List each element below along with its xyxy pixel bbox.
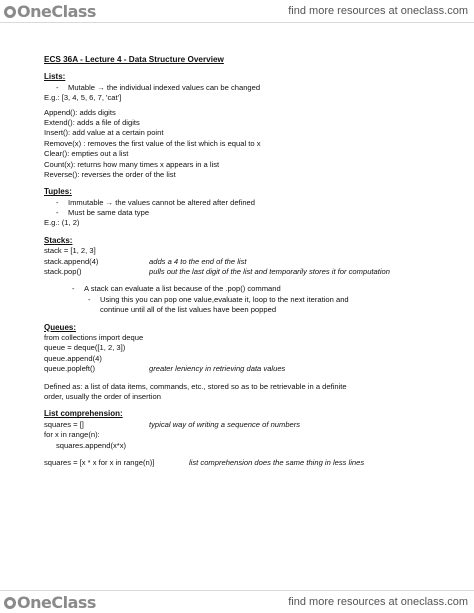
code-line: for x in range(n): bbox=[44, 430, 100, 440]
list-method: Reverse(): reverses the order of the list bbox=[44, 169, 176, 179]
list-method: Append(): adds digits bbox=[44, 107, 116, 117]
code-line: queue.popleft() greater leniency in retrieving data values bbox=[44, 364, 286, 374]
queue-definition: Defined as: a list of data items, commands, etc., stored so as to be retrievable in a definite bbox=[44, 381, 347, 391]
bottom-tagline[interactable]: find more resources at oneclass.com bbox=[288, 596, 468, 608]
lists-example: E.g.: [3, 4, 5, 6, 7, 'cat'] bbox=[44, 93, 122, 103]
oneclass-logo-icon bbox=[4, 597, 16, 609]
code-line: from collections import deque bbox=[44, 332, 144, 342]
logo-text: OneClass bbox=[17, 593, 96, 612]
code-line: squares.append(x*x) bbox=[56, 440, 127, 450]
code-line: queue.append(4) bbox=[44, 353, 102, 363]
code-line: stack.append(4) adds a 4 to the end of the list bbox=[44, 256, 247, 266]
lists-heading: Lists: bbox=[44, 72, 66, 82]
tuples-example: E.g.: (1, 2) bbox=[44, 218, 80, 228]
list-method: Remove(x) : removes the first value of the list which is equal to x bbox=[44, 138, 261, 148]
list-item-continued: continue until all of the list values have been popped bbox=[100, 305, 277, 315]
comprehension-heading: List comprehension: bbox=[44, 409, 123, 419]
oneclass-logo-icon bbox=[4, 6, 16, 18]
list-method: Insert(): add value at a certain point bbox=[44, 128, 164, 138]
tuples-heading: Tuples: bbox=[44, 187, 72, 197]
code-line: queue = deque([1, 2, 3]) bbox=[44, 343, 126, 353]
code-line: stack.pop() pulls out the last digit of the list and temporarily stores it for computation bbox=[44, 267, 391, 277]
code-line: squares = [] typical way of writing a sequence of numbers bbox=[44, 419, 301, 429]
oneclass-logo[interactable] bbox=[4, 2, 96, 21]
list-item: - Immutable → the values cannot be altered after defined bbox=[56, 197, 256, 207]
code-line: stack = [1, 2, 3] bbox=[44, 246, 96, 256]
document-title: ECS 36A - Lecture 4 - Data Structure Overview bbox=[44, 55, 224, 64]
list-method: Count(x): returns how many times x appears in a list bbox=[44, 159, 220, 169]
bottom-banner bbox=[0, 590, 474, 613]
queue-definition-continued: order, usually the order of insertion bbox=[44, 391, 161, 401]
list-method: Clear(): empties out a list bbox=[44, 149, 129, 159]
document-body bbox=[44, 55, 454, 468]
queues-heading: Queues: bbox=[44, 322, 77, 332]
list-item: - Using this you can pop one value,evaluate it, loop to the next iteration and bbox=[88, 294, 349, 304]
top-tagline[interactable]: find more resources at oneclass.com bbox=[288, 5, 468, 17]
list-method: Extend(): adds a file of digits bbox=[44, 117, 140, 127]
code-line: squares = [x * x for x in range(n)] list comprehension does the same thing in less lines bbox=[44, 457, 365, 467]
list-item: - A stack can evaluate a list because of the .pop() command bbox=[72, 284, 281, 294]
list-item: - Must be same data type bbox=[56, 208, 150, 218]
oneclass-logo[interactable] bbox=[4, 593, 96, 612]
stacks-heading: Stacks: bbox=[44, 235, 73, 245]
list-item: - Mutable → the individual indexed values can be changed bbox=[56, 82, 261, 92]
logo-text: OneClass bbox=[17, 2, 96, 21]
top-banner bbox=[0, 0, 474, 23]
